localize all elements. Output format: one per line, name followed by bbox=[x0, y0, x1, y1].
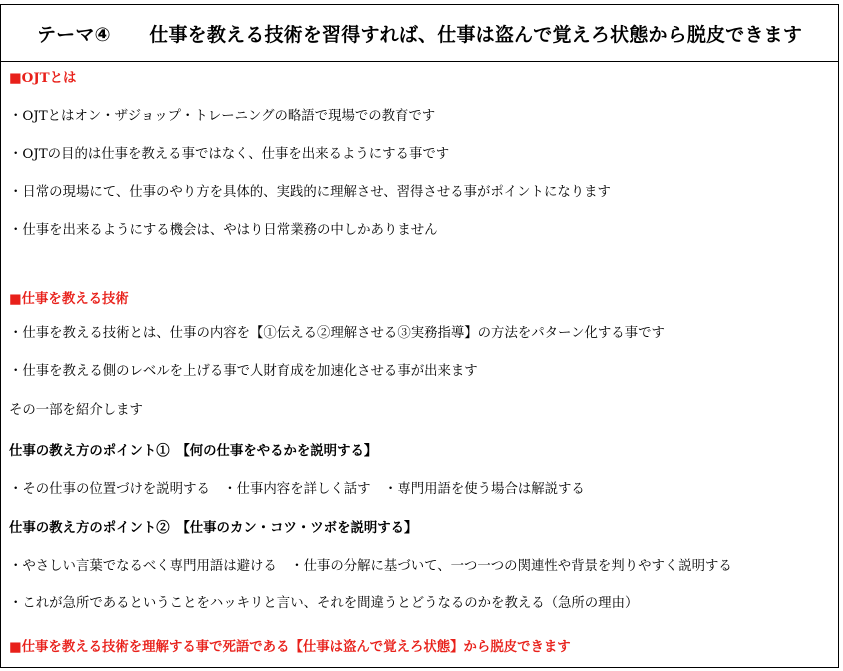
teaching-bullet-1: ・仕事を教える技術とは、仕事の内容を【①伝える②理解させる③実務指導】の方法をパターン化する事です bbox=[9, 326, 665, 341]
point-2-item-2: ・これが急所であるということをハッキリと言い、それを間違うとどうなるのかを教える（急所の理由） bbox=[9, 596, 639, 611]
point-1-label: 仕事の教え方のポイント① 【何の仕事をやるかを説明する】 bbox=[9, 443, 378, 459]
teaching-bullet-2: ・仕事を教える側のレベルを上げる事で人財育成を加速化させる事が出来ます bbox=[9, 364, 478, 379]
document-frame bbox=[0, 4, 839, 668]
section-heading-ojt: ■OJTとは bbox=[9, 70, 77, 86]
ojt-bullet-2: ・OJTの目的は仕事を教える事ではなく、仕事を出来るようにする事です bbox=[9, 147, 450, 162]
ojt-bullet-1: ・OJTとはオン・ザジョップ・トレーニングの略語で現場での教育です bbox=[9, 109, 436, 124]
point-1-item-1: ・その仕事の位置づけを説明する ・仕事内容を詳しく話す ・専門用語を使う場合は解説する bbox=[9, 482, 585, 497]
page-title: テーマ④ 仕事を教える技術を習得すれば、仕事は盗んで覚えろ状態から脱皮できます bbox=[36, 23, 803, 46]
conclusion: ■仕事を教える技術を理解する事で死語である【仕事は盗んで覚えろ状態】から脱皮できます bbox=[9, 639, 571, 655]
point-2-item-1: ・やさしい言葉でなるべく専門用語は避ける ・仕事の分解に基づいて、一つ一つの関連性や背景を判りやすく説明する bbox=[9, 559, 732, 574]
ojt-bullet-4: ・仕事を出来るようにする機会は、やはり日常業務の中しかありません bbox=[9, 223, 438, 238]
title-bar bbox=[1, 5, 838, 62]
teaching-intro: その一部を紹介します bbox=[9, 403, 143, 418]
section-heading-teaching: ■仕事を教える技術 bbox=[9, 291, 129, 307]
ojt-bullet-3: ・日常の現場にて、仕事のやり方を具体的、実践的に理解させ、習得させる事がポイントになります bbox=[9, 185, 611, 200]
point-2-label: 仕事の教え方のポイント② 【仕事のカン・コツ・ツボを説明する】 bbox=[9, 520, 418, 536]
